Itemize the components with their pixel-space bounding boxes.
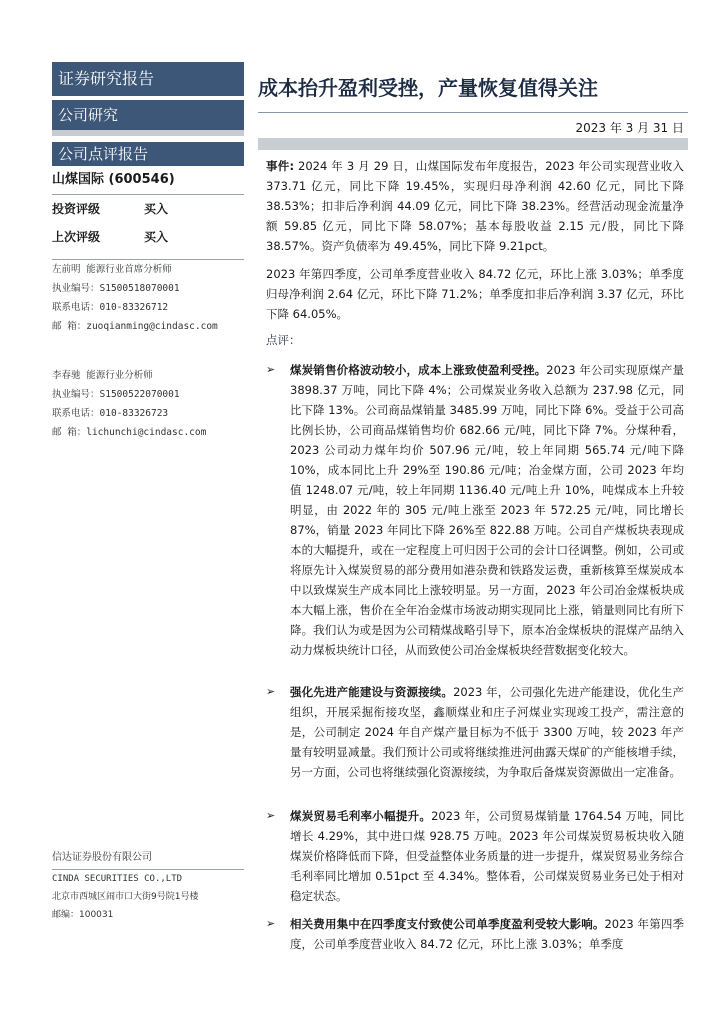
bullet-1-heading: 煤炭销售价格波动较小，成本上涨致使盈利受挫。 — [290, 363, 547, 377]
prev-rating-value: 买入 — [144, 230, 169, 244]
bullet-3 — [266, 806, 684, 906]
rating-row — [52, 195, 244, 223]
prev-rating-label: 上次评级 — [52, 230, 101, 244]
header-divider — [258, 112, 688, 113]
category-label: 公司研究 — [52, 100, 244, 130]
event-label: 事件: — [266, 159, 295, 173]
bullet-4 — [266, 914, 684, 954]
footer-postcode: 邮编：100031 — [52, 910, 114, 920]
bullet-2-heading: 强化先进产能建设与资源接续。 — [290, 685, 454, 699]
arrow-bullet-icon: ➢ — [266, 809, 276, 822]
company-code: 山煤国际 (600546) — [52, 166, 244, 195]
report-date: 2023 年 3 月 31 日 — [575, 121, 684, 135]
comment-label: 点评： — [266, 333, 301, 347]
bullet-3-heading: 煤炭贸易毛利率小幅提升。 — [290, 809, 432, 823]
analyst-cert: 执业编号：S1500518070001 — [52, 283, 180, 294]
analyst-name: 左前明 能源行业首席分析师 — [52, 264, 172, 275]
analyst-block-2 — [52, 366, 244, 442]
arrow-bullet-icon: ➢ — [266, 917, 276, 930]
analyst-name: 李春驰 能源行业分析师 — [52, 370, 153, 381]
bullet-3-text: 2023 年，公司贸易煤销量 1764.54 万吨，同比增长 4.29%，其中进口煤 928.75 万吨。2023 年公司煤炭贸易板块收入随煤炭价格降低而下降，但受益整体业务质量的进一步提升，煤炭贸易业务综合毛利率同比增加 0.51pct 至 4.34%。整体看，公司煤炭贸易业务已处于相对稳定状态。 — [290, 809, 684, 903]
footer-address: 北京市西城区闹市口大街9号院1号楼 — [52, 892, 199, 902]
bullet-4-text: 2023 年第四季度，公司单季度营业收入 84.72 亿元，环比上涨 3.03%；单季度 — [290, 917, 684, 951]
bullet-4-heading: 相关费用集中在四季度支付致使公司单季度盈利受较大影响。 — [290, 917, 605, 931]
footer-company-cn: 信达证券股份有限公司 — [52, 852, 152, 863]
arrow-bullet-icon: ➢ — [266, 363, 276, 376]
analyst-cert: 执业编号：S1500522070001 — [52, 389, 180, 400]
analyst-phone: 联系电话：010-83326723 — [52, 408, 169, 419]
page-title: 成本抬升盈利受挫，产量恢复值得关注 — [258, 76, 598, 100]
header-band — [258, 138, 688, 150]
report-type-label: 证券研究报告 — [52, 62, 244, 96]
footer-company-en: CINDA SECURITIES CO.,LTD — [52, 874, 183, 884]
prev-rating-row — [52, 223, 244, 251]
analyst-email: 邮 箱：lichunchi@cindasc.com — [52, 427, 207, 438]
arrow-bullet-icon: ➢ — [266, 685, 276, 698]
event-text: 2024 年 3 月 29 日，山煤国际发布年度报告，2023 年公司实现营业收入 373.71 亿元，同比下降 19.45%，实现归母净利润 42.60 亿元，同比下降 38.53%；扣非后净利润 44.09 亿元，同比下降 38.23%。经营活动现金流量净额 59.85 亿元，同比下降 58.07%；基本每股收益 2.15 元/股，同比下降 38.57%。资产负债率为 49.45%，同比下降 9.21pct。 — [266, 159, 684, 253]
analyst-block-1 — [52, 260, 244, 336]
sidebar — [52, 62, 244, 442]
q4-paragraph: 2023 年第四季度，公司单季度营业收入 84.72 亿元，环比上涨 3.03%；单季度归母净利润 2.64 亿元，环比下降 71.2%；单季度扣非后净利润 3.37 亿元，环比下降 64.05%。 — [266, 267, 684, 321]
bullet-1 — [266, 360, 684, 660]
analyst-phone: 联系电话：010-83326712 — [52, 302, 169, 313]
footer — [52, 850, 244, 924]
bullet-1-text: 2023 年公司实现原煤产量 3898.37 万吨，同比下降 4%；公司煤炭业务收入总额为 237.98 亿元，同比下降 13%。公司商品煤销量 3485.99 万吨，同比下降 6%。受益于公司高比例长协，公司商品煤销售均价 682.66 元/吨，同比下降 7%。分煤种看，2023 公司动力煤年均价 507.96 元/吨，较上年同期 565.74 元/吨下降 10%，成本同比上升 29%至 190.86 元/吨；冶金煤方面，公司 2023 年均值 1248.07 元/吨，较上年同期 1136.40 元/吨上升 10%，吨煤成本上升较明显，由 2022 年的 305 元/吨上涨至 2023 年 572.25 元/吨，同比增长 87%，销量 2023 年同比下降 26%至 822.88 万吨。公司自产煤板块表现成本的大幅提升，或在一定程度上可归因于公司的会计口径调整。例如，公司或将原先计入煤炭贸易的部分费用如港杂费和铁路发运费，重新核算至煤炭成本中以致煤炭生产成本同比上涨较明显。另一方面，2023 年公司冶金煤板块成本大幅上涨，售价在全年冶金煤市场波动期实现同比上涨，销量则同比有所下降。我们认为或是因为公司精煤战略引导下，原本冶金煤板块的混煤产品纳入动力煤板块统计口径，从而致使公司冶金煤板块经营数据变化较大。 — [290, 363, 685, 657]
rating-value: 买入 — [144, 202, 169, 216]
sub-category-label: 公司点评报告 — [52, 142, 244, 166]
analyst-email: 邮 箱：zuoqianming@cindasc.com — [52, 321, 218, 332]
bullet-2-text: 2023 年，公司强化先进产能建设，优化生产组织，开展采掘衔接攻坚，鑫顺煤业和庄子河煤业实现竣工投产，需注意的是，公司制定 2024 年自产煤产量目标为不低于 3300 万吨，较 2023 年产量有较明显减量。我们预计公司或将继续推进河曲露天煤矿的产能核增手续，另一方面，公司也将继续强化资源接续，为争取后备煤炭资源做出一定准备。 — [290, 685, 685, 779]
rating-label: 投资评级 — [52, 202, 101, 216]
event-paragraph — [266, 156, 684, 256]
bullet-2 — [266, 682, 684, 782]
